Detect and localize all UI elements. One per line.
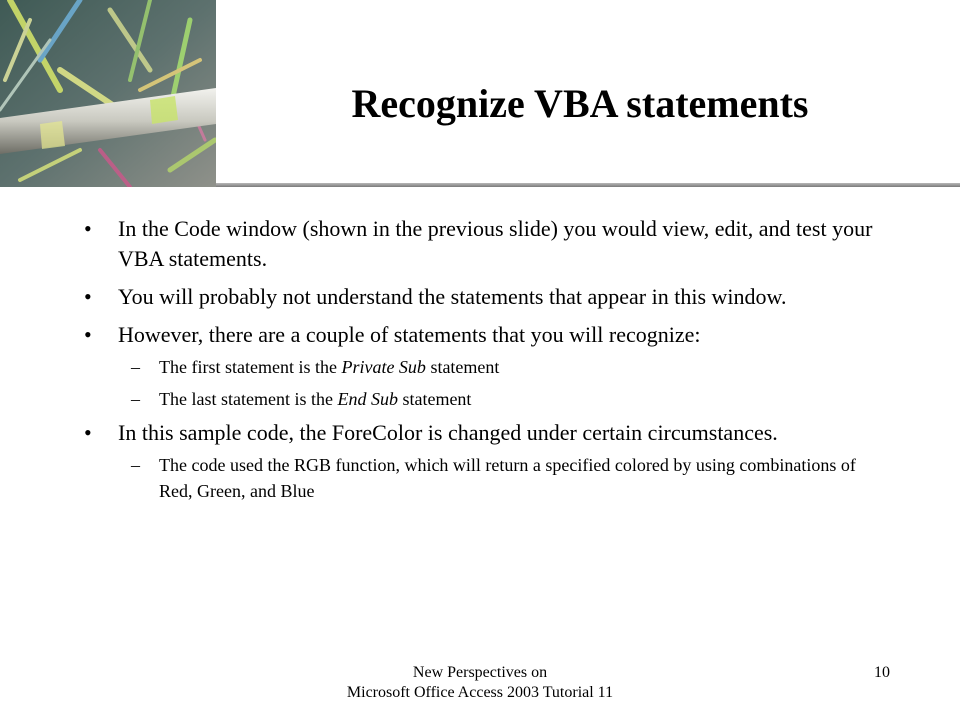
- bullet-mark: •: [84, 216, 92, 241]
- sub-bullet-text: The last statement is the: [159, 389, 338, 409]
- sub-bullet-keyword: Private Sub: [341, 357, 426, 377]
- bullet-mark: •: [84, 284, 92, 309]
- sub-bullet-text: The code used the RGB function, which will return a specified colored by using combinations of Red, Green, and Blue: [159, 455, 856, 501]
- footer-line-1: New Perspectives on: [412, 664, 548, 681]
- bullet-text: In the Code window (shown in the previous slide) you would view, edit, and test your VBA statements.: [118, 216, 873, 271]
- sub-bullet-text: The first statement is the: [159, 357, 342, 377]
- slide-body: [84, 214, 884, 510]
- sub-bullet-mark: –: [131, 357, 140, 377]
- bullet-item: [84, 418, 884, 448]
- title-divider: [216, 183, 960, 187]
- bullet-mark: •: [84, 420, 92, 445]
- bullet-item: [84, 214, 884, 274]
- bullet-text: In this sample code, the ForeColor is changed under certain circumstances.: [118, 420, 778, 445]
- footer-line-2: Microsoft Office Access 2003 Tutorial 11: [346, 684, 614, 701]
- sub-bullet-text-end: statement: [425, 357, 500, 377]
- sub-bullet-text-end: statement: [397, 389, 472, 409]
- sub-bullet-item: [84, 354, 884, 380]
- bullet-mark: •: [84, 322, 92, 347]
- bullet-item: [84, 320, 884, 350]
- footer-caption: [310, 663, 650, 703]
- sub-bullet-item: [84, 452, 884, 504]
- decorative-photo: [0, 0, 216, 187]
- slide-title: Recognize VBA statements: [351, 81, 809, 126]
- bullet-text: However, there are a couple of statements that you will recognize:: [118, 322, 701, 347]
- sub-bullet-mark: –: [131, 389, 140, 409]
- sub-bullet-item: [84, 386, 884, 412]
- page-number: 10: [874, 664, 890, 681]
- bullet-text: You will probably not understand the statements that appear in this window.: [118, 284, 787, 309]
- bullet-item: [84, 282, 884, 312]
- sub-bullet-keyword: End Sub: [337, 389, 398, 409]
- sub-bullet-mark: –: [131, 455, 140, 475]
